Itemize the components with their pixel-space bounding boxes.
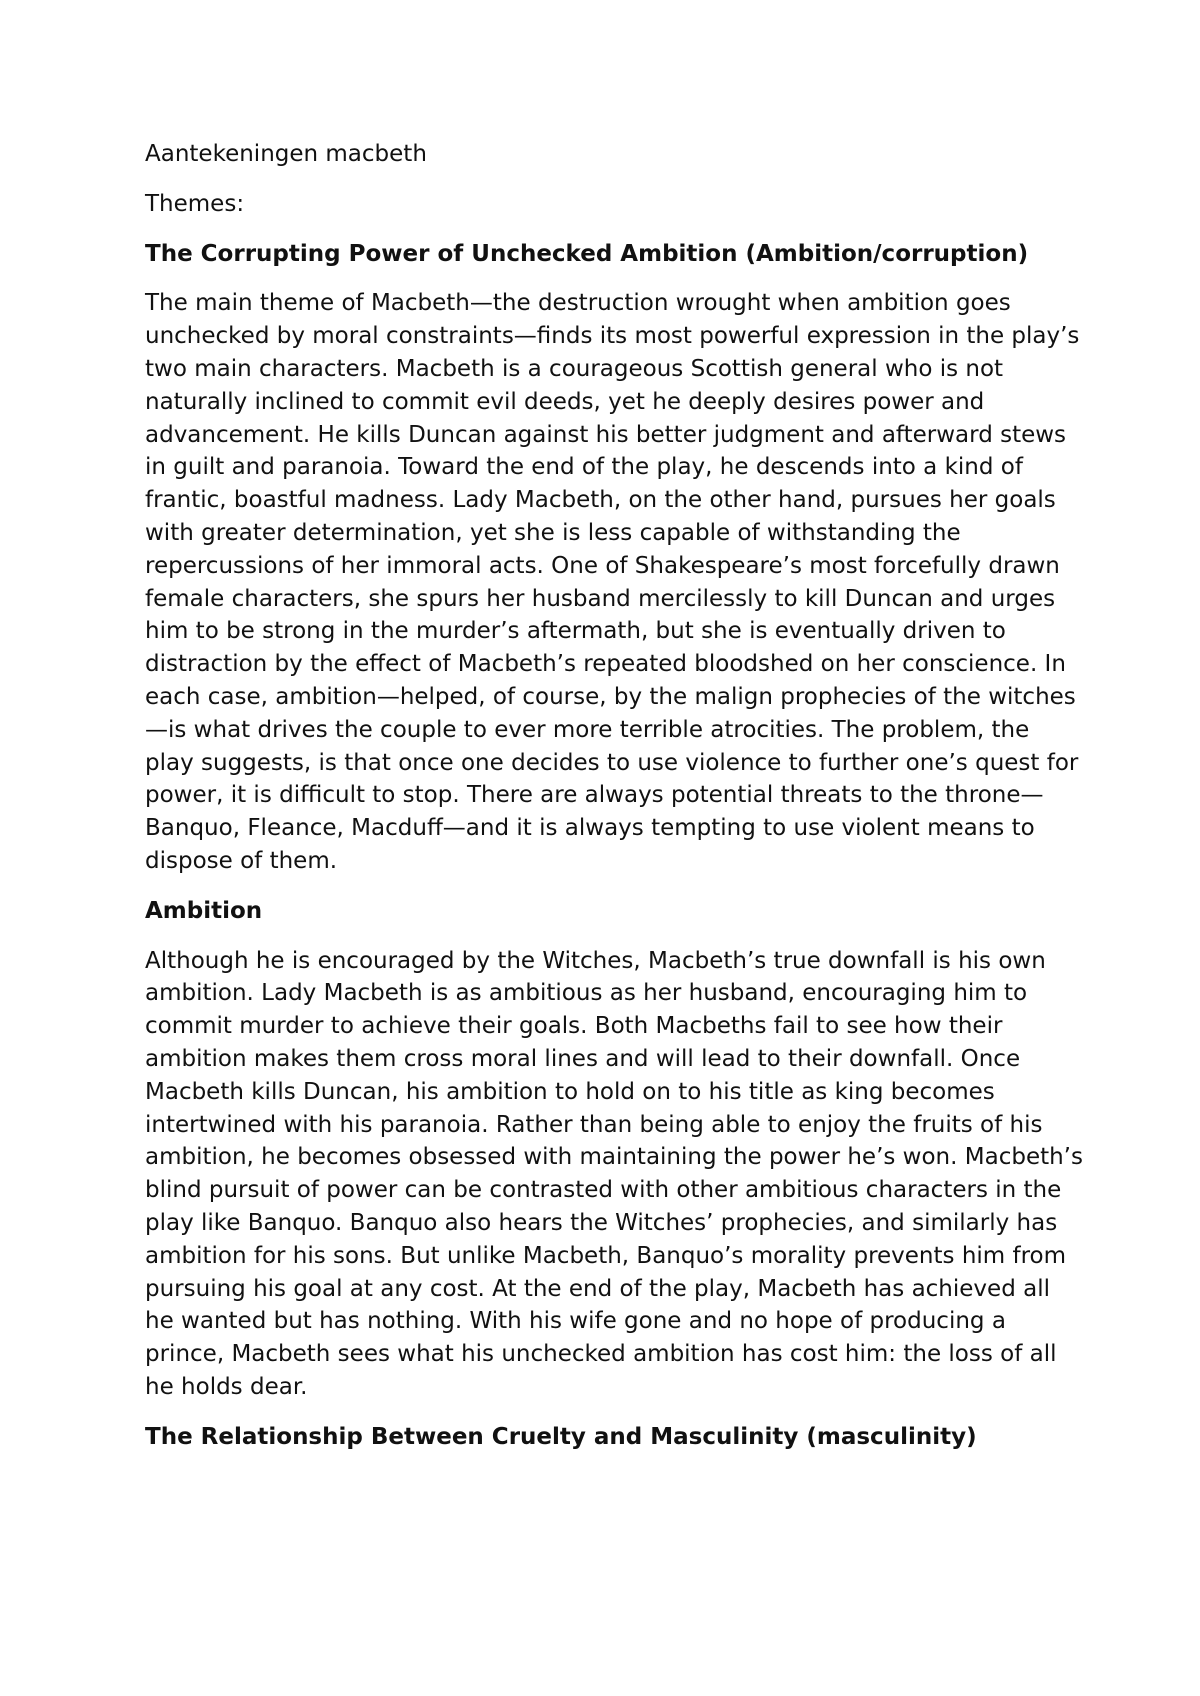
section-heading-cruelty-masculinity: The Relationship Between Cruelty and Masculinity (masculinity) [145, 1423, 977, 1450]
section-heading-corrupting-ambition: The Corrupting Power of Unchecked Ambition (Ambition/corruption) [145, 240, 1029, 267]
section-heading-ambition: Ambition [145, 897, 263, 924]
document-body [145, 138, 1085, 1470]
themes-label: Themes: [145, 190, 245, 217]
document-title: Aantekeningen macbeth [145, 141, 427, 167]
section-body-ambition: Although he is encouraged by the Witches, Macbeth’s true downfall is his own ambition. Lady Macbeth is as ambitious as her husband, encouraging him to commit murder to achieve their goals. Both Macbeths fail to see how their ambition makes them cross moral lines and will lead to their downfall. Once Macbeth kills Duncan, his ambition to hold on to his title as king becomes intertwined with his paranoia. Rather than being able to enjoy the fruits of his ambition, he becomes obsessed with maintaining the power he’s won. Macbeth’s blind pursuit of power can be contrasted with other ambitious characters in the play like Banquo. Banquo also hears the Witches’ prophecies, and similarly has ambition for his sons. But unlike Macbeth, Banquo’s morality prevents him from pursuing his goal at any cost. At the end of the play, Macbeth has achieved all he wanted but has nothing. With his wife gone and no hope of producing a prince, Macbeth sees what his unchecked ambition has cost him: the loss of all he holds dear. [145, 947, 1083, 1400]
section-body-corrupting-ambition: The main theme of Macbeth—the destruction wrought when ambition goes unchecked by moral constraints—finds its most powerful expression in the play’s two main characters. Macbeth is a courageous Scottish general who is not naturally inclined to commit evil deeds, yet he deeply desires power and advancement. He kills Duncan against his better judgment and afterward stews in guilt and paranoia. Toward the end of the play, he descends into a kind of frantic, boastful madness. Lady Macbeth, on the other hand, pursues her goals with greater determination, yet she is less capable of withstanding the repercussions of her immoral acts. One of Shakespeare’s most forcefully drawn female characters, she spurs her husband mercilessly to kill Duncan and urges him to be strong in the murder’s aftermath, but she is eventually driven to distraction by the effect of Macbeth’s repeated bloodshed on her conscience. In each case, ambition—helped, of course, by the malign prophecies of the witches—is what drives the couple to ever more terrible atrocities. The problem, the play suggests, is that once one decides to use violence to further one’s quest for power, it is difficult to stop. There are always potential threats to the throne—Banquo, Fleance, Macduff—and it is always tempting to use violent means to dispose of them. [145, 290, 1080, 874]
